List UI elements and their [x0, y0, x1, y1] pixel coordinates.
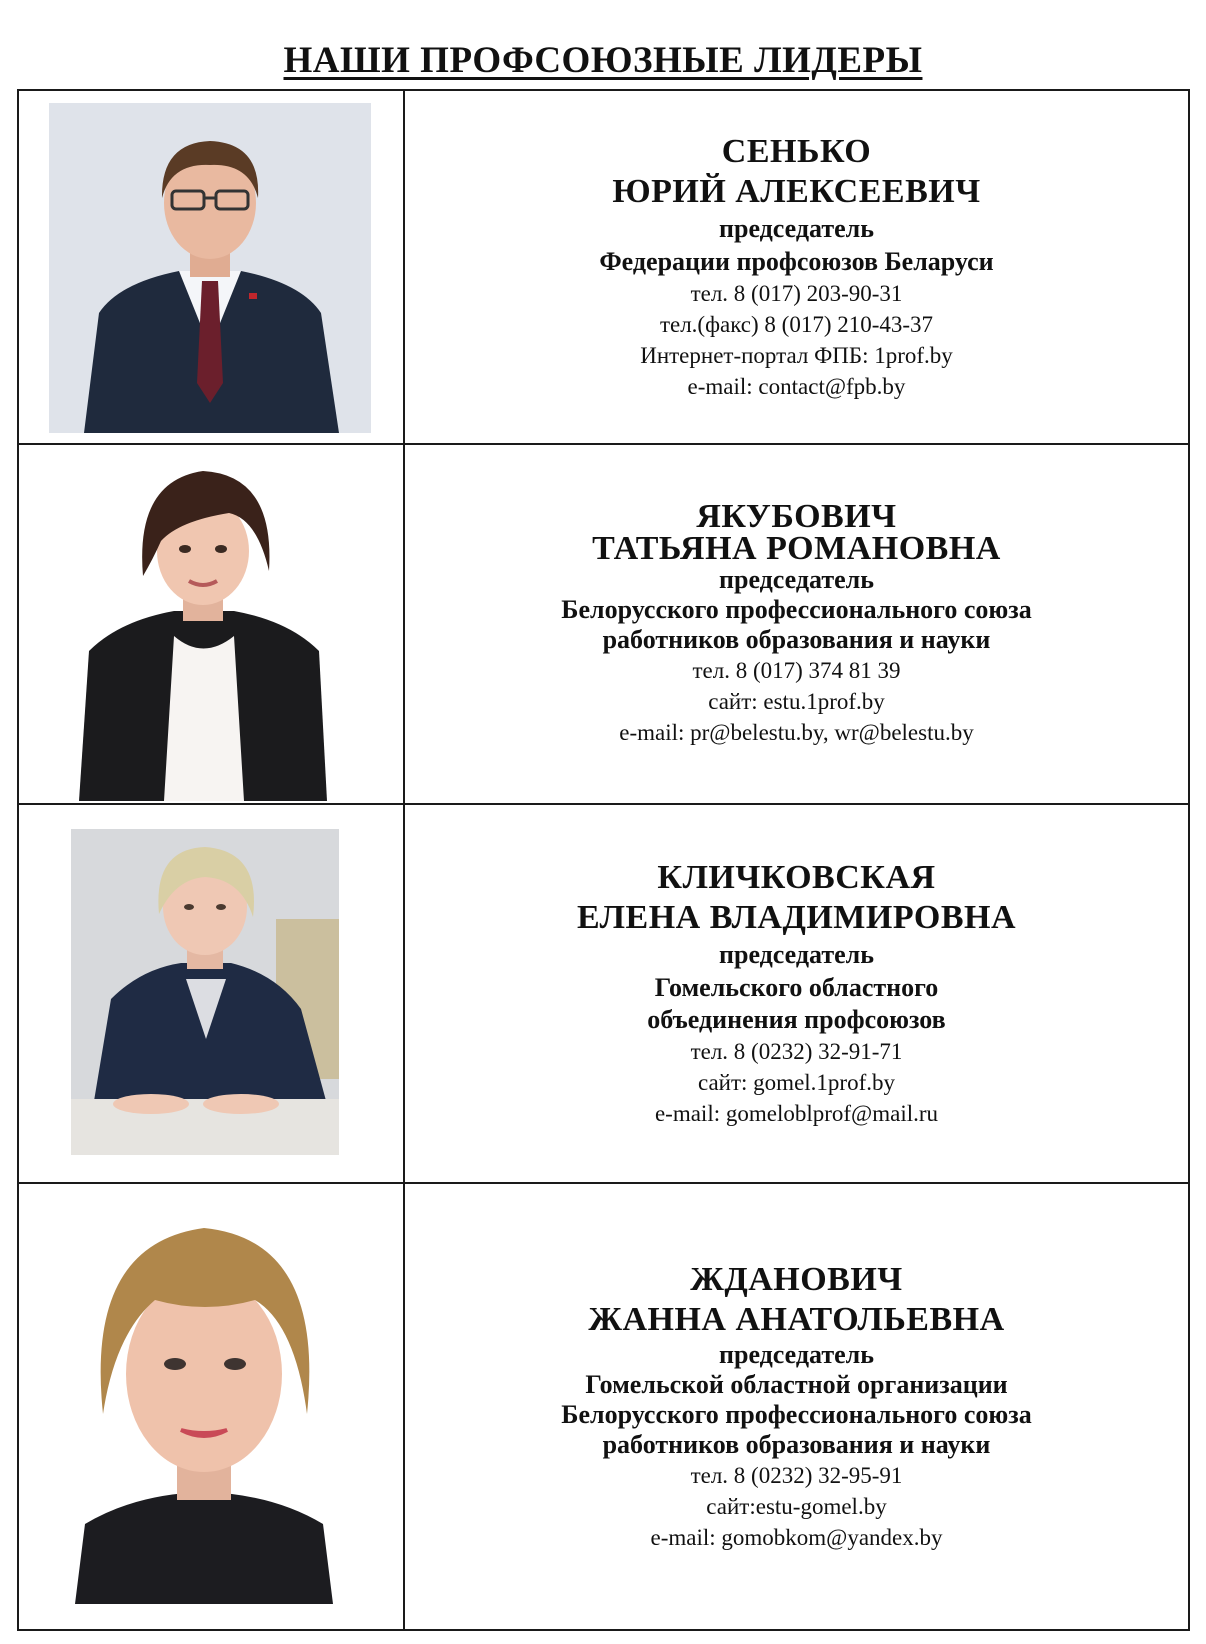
leader-row — [19, 91, 1188, 445]
portrait-man-suit-icon — [49, 103, 371, 433]
contact-email: e-mail: pr@belestu.by, wr@belestu.by — [619, 719, 974, 745]
leaders-table — [17, 89, 1190, 1631]
contact-email: e-mail: contact@fpb.by — [687, 374, 906, 399]
leader-organization: Федерации профсоюзов Беларуси — [599, 247, 994, 276]
leader-given-names: ЮРИЙ АЛЕКСЕЕВИЧ — [612, 173, 981, 210]
contact-website: сайт: gomel.1prof.by — [697, 1070, 895, 1095]
portrait-woman-closeup-icon — [75, 1204, 333, 1604]
leader-surname: КЛИЧКОВСКАЯ — [657, 859, 936, 896]
leader-role: председатель — [719, 1340, 874, 1369]
leader-info — [405, 805, 1188, 1182]
portrait-woman-dark-jacket-icon — [79, 461, 327, 801]
contact-phone: тел. 8 (017) 203-90-31 — [690, 281, 903, 306]
leader-info — [405, 445, 1188, 803]
leader-given-names: ТАТЬЯНА РОМАНОВНА — [592, 529, 1001, 567]
leader-row — [19, 1184, 1188, 1629]
photo-cell — [19, 91, 405, 443]
leader-info — [405, 91, 1188, 443]
leader-surname: ЯКУБОВИЧ — [696, 497, 897, 535]
contact-phone: тел. 8 (017) 374 81 39 — [692, 657, 901, 683]
leader-surname: ЖДАНОВИЧ — [690, 1261, 903, 1298]
contact-website: сайт: estu.1prof.by — [708, 688, 885, 714]
contact-fax: тел.(факс) 8 (017) 210-43-37 — [659, 312, 934, 337]
contact-email: e-mail: gomobkom@yandex.by — [650, 1525, 943, 1550]
leader-given-names: ЖАННА АНАТОЛЬЕВНА — [588, 1301, 1005, 1338]
leader-given-names: ЕЛЕНА ВЛАДИМИРОВНА — [576, 899, 1017, 936]
contact-phone: тел. 8 (0232) 32-91-71 — [690, 1039, 903, 1064]
contact-phone: тел. 8 (0232) 32-95-91 — [690, 1463, 903, 1488]
leader-role: председатель — [719, 940, 874, 969]
photo-cell — [19, 445, 405, 803]
photo-cell — [19, 1184, 405, 1629]
page-title: НАШИ ПРОФСОЮЗНЫЕ ЛИДЕРЫ — [283, 39, 923, 81]
photo-cell — [19, 805, 405, 1182]
leader-role: председатель — [719, 214, 874, 243]
contact-email: e-mail: gomeloblprof@mail.ru — [654, 1101, 939, 1126]
leader-organization: Гомельской областной организации Белорусского профессионального союза работников образования и науки — [561, 1370, 1032, 1459]
leader-info — [405, 1184, 1188, 1629]
leader-organization: Гомельского областного объединения профсоюзов — [647, 973, 946, 1034]
contact-website: сайт:estu-gomel.by — [706, 1494, 887, 1519]
portrait-woman-desk-icon — [71, 829, 339, 1155]
leader-organization: Белорусского профессионального союза работников образования и науки — [561, 594, 1032, 654]
leader-surname: СЕНЬКО — [721, 133, 872, 170]
leader-row — [19, 445, 1188, 805]
leader-role: председатель — [719, 564, 874, 594]
leader-row — [19, 805, 1188, 1184]
contact-website: Интернет-портал ФПБ: 1prof.by — [640, 343, 953, 368]
